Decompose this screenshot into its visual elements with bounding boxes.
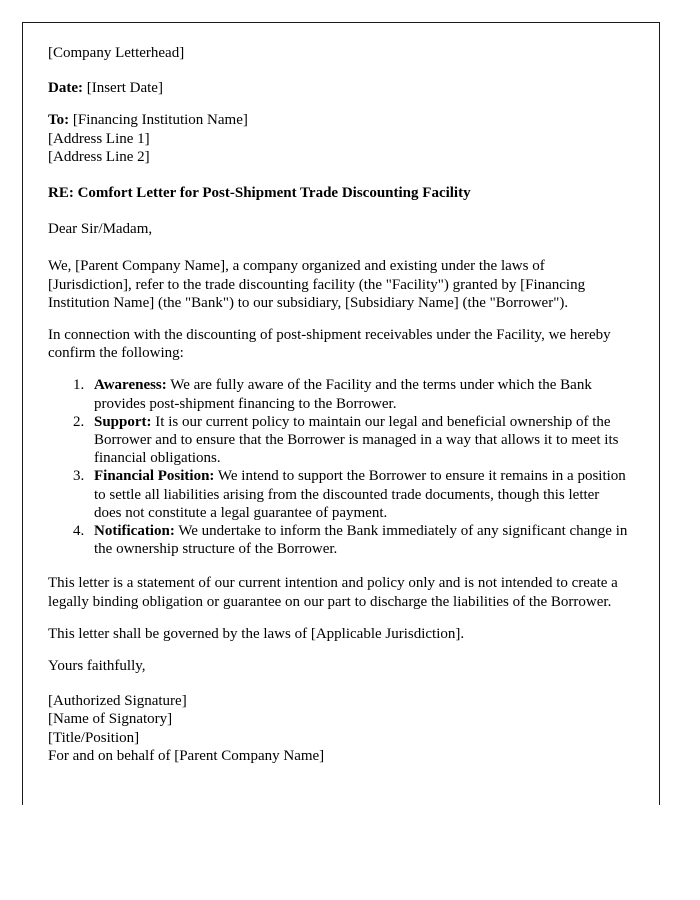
- address-line-1: [Address Line 1]: [48, 130, 150, 147]
- signatory-title: [Title/Position]: [48, 729, 140, 746]
- recipient-line: [48, 111, 626, 129]
- list-item: [88, 376, 628, 412]
- list-item: [88, 522, 628, 558]
- confirmation-label: Support:: [94, 413, 152, 430]
- governing-law-paragraph: This letter shall be governed by the laws of [Applicable Jurisdiction].: [48, 625, 465, 642]
- company-letterhead: [Company Letterhead]: [48, 45, 185, 61]
- confirmation-text: It is our current policy to maintain our legal and beneficial ownership of the Borrower and to ensure that the Borrower is managed in a way that allows it to meet its financial obligations.: [94, 413, 619, 467]
- signature-block: [48, 692, 626, 765]
- confirmations-list: [48, 376, 626, 558]
- on-behalf-of: For and on behalf of [Parent Company Name]: [48, 747, 325, 764]
- to-value: [Financing Institution Name]: [72, 112, 248, 129]
- recipient-address-block: [48, 111, 626, 166]
- date-label: Date:: [48, 80, 83, 97]
- address-line-2: [Address Line 2]: [48, 148, 150, 165]
- confirmation-text: We intend to support the Borrower to ensure it remains in a position to settle all liabilities arising from the discounted trade documents, though this letter does not constitute a legal guarantee of payment.: [94, 468, 626, 521]
- confirmation-label: Awareness:: [94, 377, 167, 394]
- signatory-name: [Name of Signatory]: [48, 711, 173, 728]
- list-item: [88, 467, 628, 522]
- confirmation-label: Financial Position:: [94, 468, 215, 485]
- signature-spacer: [48, 675, 626, 692]
- authorized-signature: [Authorized Signature]: [48, 693, 187, 710]
- confirmation-label: Notification:: [94, 523, 175, 540]
- confirmation-text: We are fully aware of the Facility and the terms under which the Bank provides post-shipment financing to the Borrower.: [94, 377, 592, 412]
- date-line: [48, 79, 626, 97]
- sign-off: Yours faithfully,: [48, 658, 146, 675]
- lead-in-paragraph: In connection with the discounting of post-shipment receivables under the Facility, we hereby confirm the following:: [48, 327, 611, 362]
- salutation: Dear Sir/Madam,: [48, 221, 153, 238]
- to-label: To:: [48, 112, 70, 129]
- subject-line: RE: Comfort Letter for Post-Shipment Trade Discounting Facility: [48, 185, 471, 202]
- list-item: [88, 413, 628, 468]
- date-value: [Insert Date]: [86, 80, 163, 97]
- letter-document: [48, 44, 626, 765]
- disclaimer-paragraph: This letter is a statement of our current intention and policy only and is not intended to create a legally binding obligation or guarantee on our part to discharge the liabilities of the Borrower.: [48, 575, 618, 610]
- confirmation-text: We undertake to inform the Bank immediately of any significant change in the ownership structure of the Borrower.: [94, 523, 628, 558]
- opening-paragraph: We, [Parent Company Name], a company organized and existing under the laws of [Jurisdiction], refer to the trade discounting facility (the "Facility") granted by [Financing Institution Name] (the "Bank") to our subsidiary, [Subsidiary Name] (the "Borrower").: [48, 258, 586, 311]
